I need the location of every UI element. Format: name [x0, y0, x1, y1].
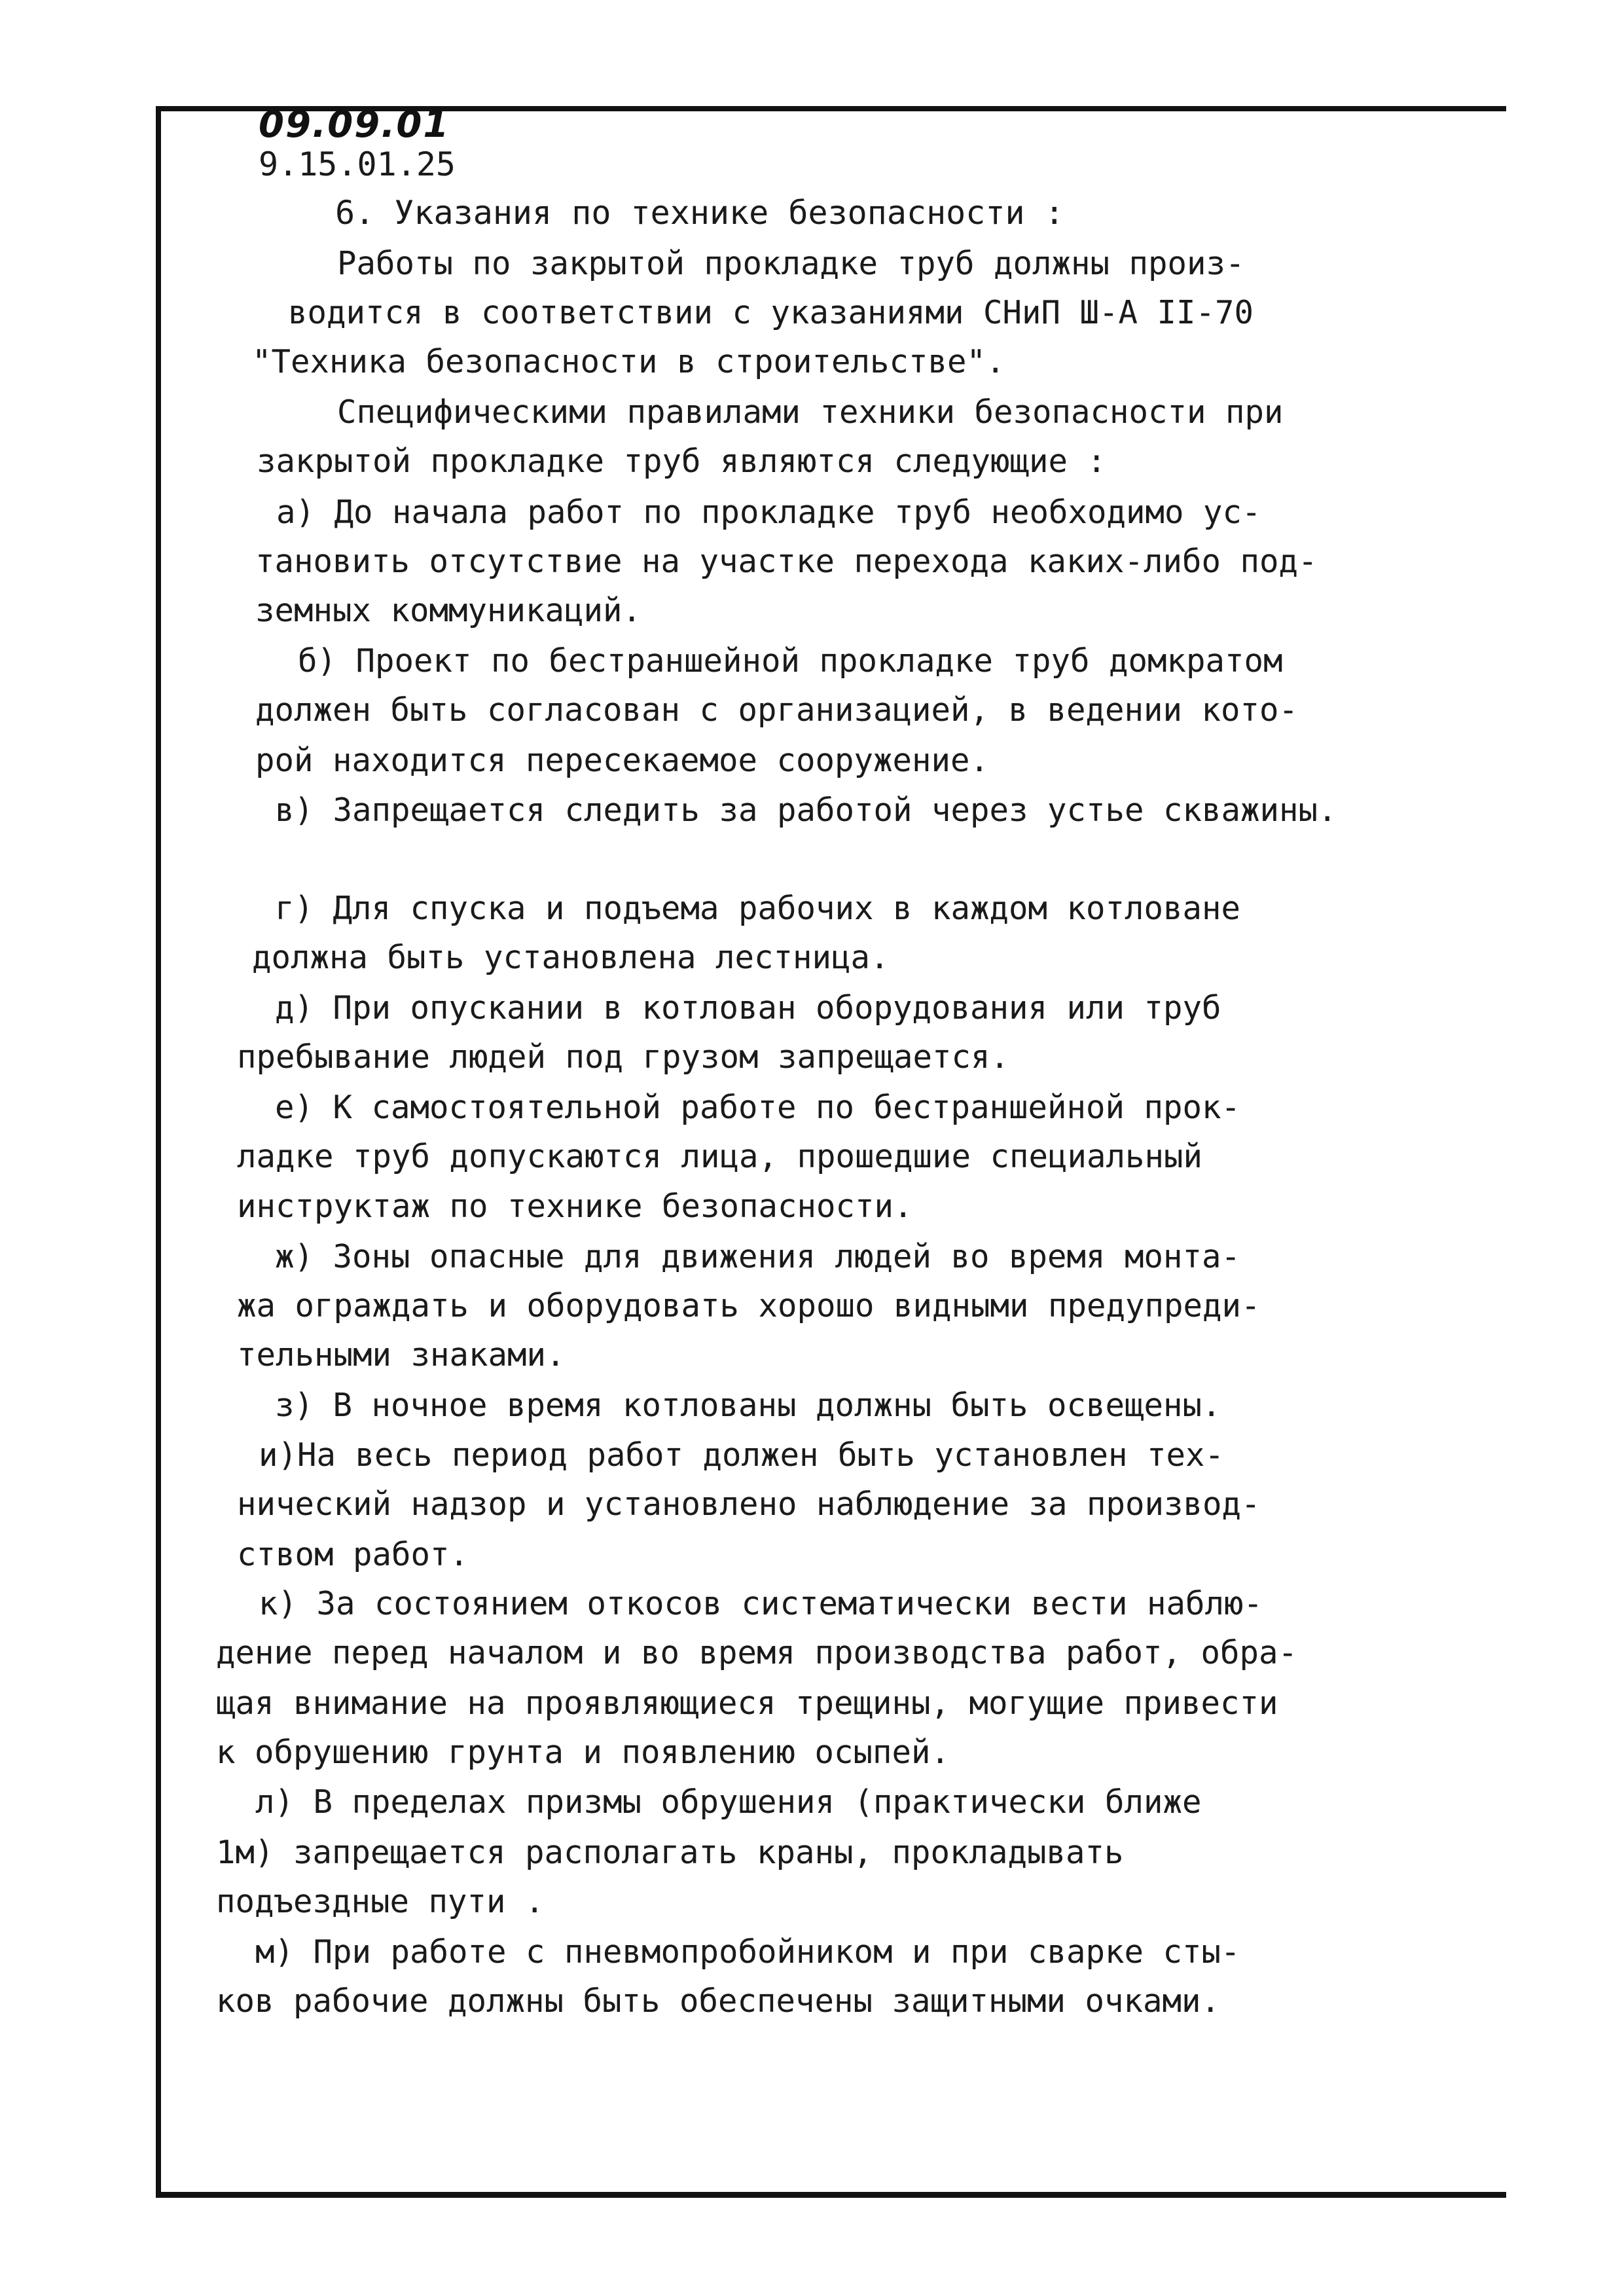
text-line: нический надзор и установлено наблюдение за производ-: [237, 1485, 1261, 1523]
text-line: земных коммуникаций.: [255, 592, 642, 629]
text-line: водится в соответствии с указаниями СНиП Ш-А II-70: [288, 294, 1254, 331]
text-line: з) В ночное время котлованы должны быть освещены.: [275, 1387, 1221, 1424]
text-line: Работы по закрытой прокладке труб должны произ-: [337, 245, 1245, 282]
text-line: жа ограждать и оборудовать хорошо видными предупреди-: [237, 1287, 1261, 1324]
text-line: б) Проект по бестраншейной прокладке труб домкратом: [298, 642, 1283, 680]
text-line: л) В пределах призмы обрушения (практически ближе: [255, 1783, 1202, 1821]
text-line: 1м) запрещается располагать краны, прокладывать: [216, 1834, 1124, 1871]
text-line: щая внимание на проявляющиеся трещины, могущие привести: [216, 1685, 1278, 1722]
text-line: ков рабочие должны быть обеспечены защитными очками.: [216, 1982, 1221, 2020]
text-line: ж) Зоны опасные для движения людей во время монта-: [275, 1238, 1241, 1275]
text-line: к обрушению грунта и появлению осыпей.: [216, 1734, 950, 1771]
text-line: инструктаж по технике безопасности.: [237, 1188, 913, 1225]
text-line: ством работ.: [237, 1536, 469, 1573]
text-line: подъездные пути .: [216, 1883, 545, 1920]
text-line: ладке труб допускаются лица, прошедшие специальный: [237, 1138, 1203, 1175]
handwritten-code: 09.09.01: [259, 103, 450, 146]
doc-code: 9.15.01.25: [259, 145, 456, 183]
text-line: Специфическими правилами техники безопасности при: [337, 393, 1284, 431]
text-line: закрытой прокладке труб являются следующие :: [257, 443, 1107, 480]
text-line: "Техника безопасности в строительстве".: [252, 343, 1005, 380]
text-line: рой находится пересекаемое сооружение.: [255, 742, 990, 779]
text-line: м) При работе с пневмопробойником и при сварке сты-: [255, 1933, 1240, 1971]
text-line: тановить отсутствие на участке перехода каких-либо под-: [255, 543, 1318, 580]
text-line: дение перед началом и во время производства работ, обра-: [216, 1634, 1298, 1671]
text-line: а) До начала работ по прокладке труб необходимо ус-: [276, 494, 1261, 531]
text-line: г) Для спуска и подъема рабочих в каждом котловане: [275, 890, 1241, 927]
text-line: к) За состоянием откосов систематически вести наблю-: [259, 1585, 1263, 1622]
text-line: е) К самостоятельной работе по бестраншейной прок-: [275, 1089, 1241, 1126]
text-line: должна быть установлена лестница.: [252, 939, 890, 976]
section-title: 6. Указания по технике безопасности :: [335, 194, 1064, 232]
text-line: и)На весь период работ должен быть установлен тех-: [259, 1436, 1225, 1474]
text-line: д) При опускании в котлован оборудования или труб: [275, 989, 1221, 1027]
text-line: должен быть согласован с организацией, в ведении кото-: [255, 691, 1299, 729]
text-line: в) Запрещается следить за работой через устье скважины.: [275, 792, 1337, 829]
text-line: пребывание людей под грузом запрещается.: [237, 1038, 1010, 1076]
text-line: тельными знаками.: [237, 1336, 566, 1374]
